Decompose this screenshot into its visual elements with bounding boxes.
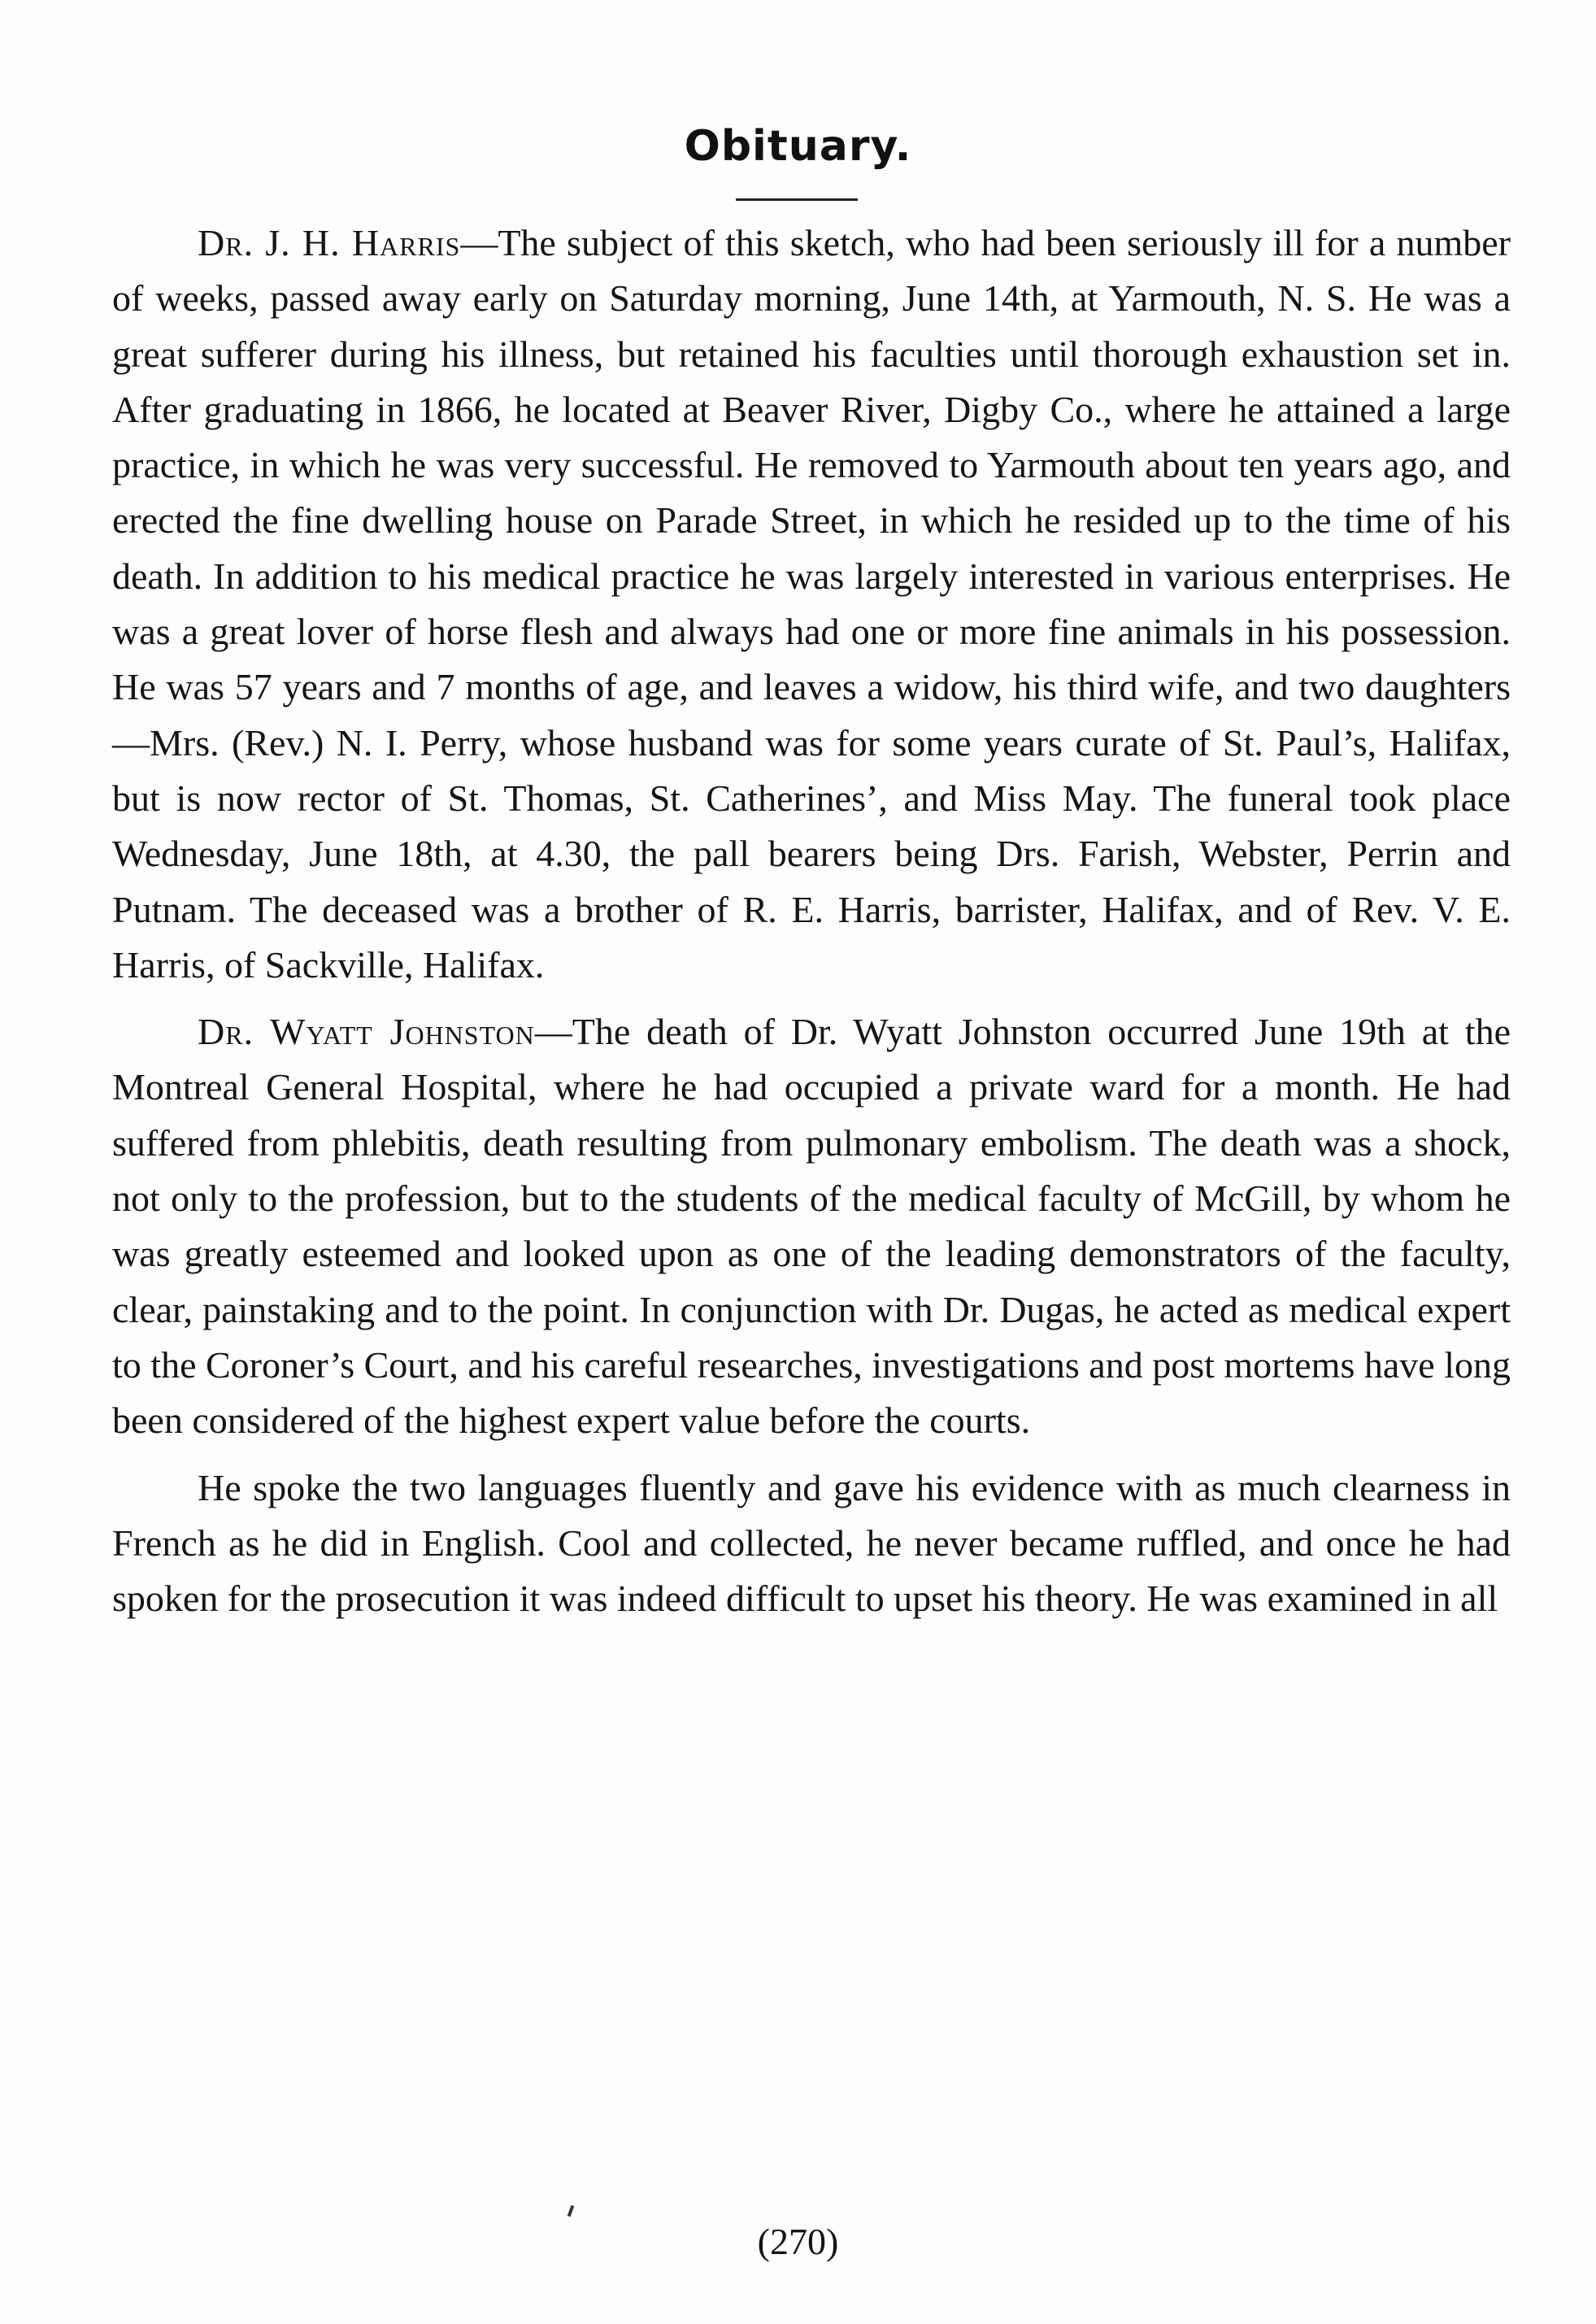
- obituary-body: [112, 215, 1511, 1626]
- obituary-entry-johnston: [112, 1004, 1511, 1448]
- obituary-entry-harris: [112, 215, 1511, 993]
- entry-name: Dr. J. H. Harris: [198, 222, 461, 263]
- entry-text: —The death of Dr. Wyatt Johnston occurred June 19th at the Montreal General Hospital, where he had occupied a private ward for a month. He had suffered from phlebitis, death resulting from pulmonary embolism. The death was a shock, not only to the profession, but to the students of the medical faculty of McGill, by whom he was greatly esteemed and looked upon as one of the leading demonstrators of the faculty, clear, painstaking and to the point. In conjunction with Dr. Dugas, he acted as medical expert to the Coroner’s Court, and his careful researches, investigations and post mortems have long been considered of the highest expert value before the courts.: [112, 1011, 1511, 1442]
- entry-text: —The subject of this sketch, who had been seriously ill for a number of weeks, passed away early on Saturday morning, June 14th, at Yarmouth, N. S. He was a great sufferer during his illness, but retained his faculties until thorough exhaustion set in. After graduating in 1866, he located at Beaver River, Digby Co., where he attained a large practice, in which he was very successful. He removed to Yarmouth about ten years ago, and erected the fine dwelling house on Parade Street, in which he resided up to the time of his death. In addition to his medical practice he was largely interested in various enterprises. He was a great lover of horse flesh and always had one or more fine animals in his possession. He was 57 years and 7 months of age, and leaves a widow, his third wife, and two daughters—Mrs. (Rev.) N. I. Perry, whose husband was for some years curate of St. Paul’s, Halifax, but is now rector of St. Thomas, St. Catherines’, and Miss May. The funeral took place Wednesday, June 18th, at 4.30, the pall bearers being Drs. Farish, Webster, Perrin and Putnam. The deceased was a brother of R. E. Harris, barrister, Halifax, and of Rev. V. E. Harris, of Sackville, Halifax.: [112, 222, 1511, 986]
- entry-name: Dr. Wyatt Johnston: [198, 1011, 535, 1053]
- ink-speck: [568, 2205, 575, 2217]
- page-number: (270): [757, 2221, 839, 2262]
- title-rule: [736, 198, 858, 201]
- obituary-continuation: He spoke the two languages fluently and gave his evidence with as much clearness in French as he did in English. Cool and collected, he never became ruffled, and once he had spoken for the prosecution it was indeed difficult to upset his theory. He was examined in all: [112, 1466, 1511, 1620]
- page-title: Obituary.: [684, 122, 912, 171]
